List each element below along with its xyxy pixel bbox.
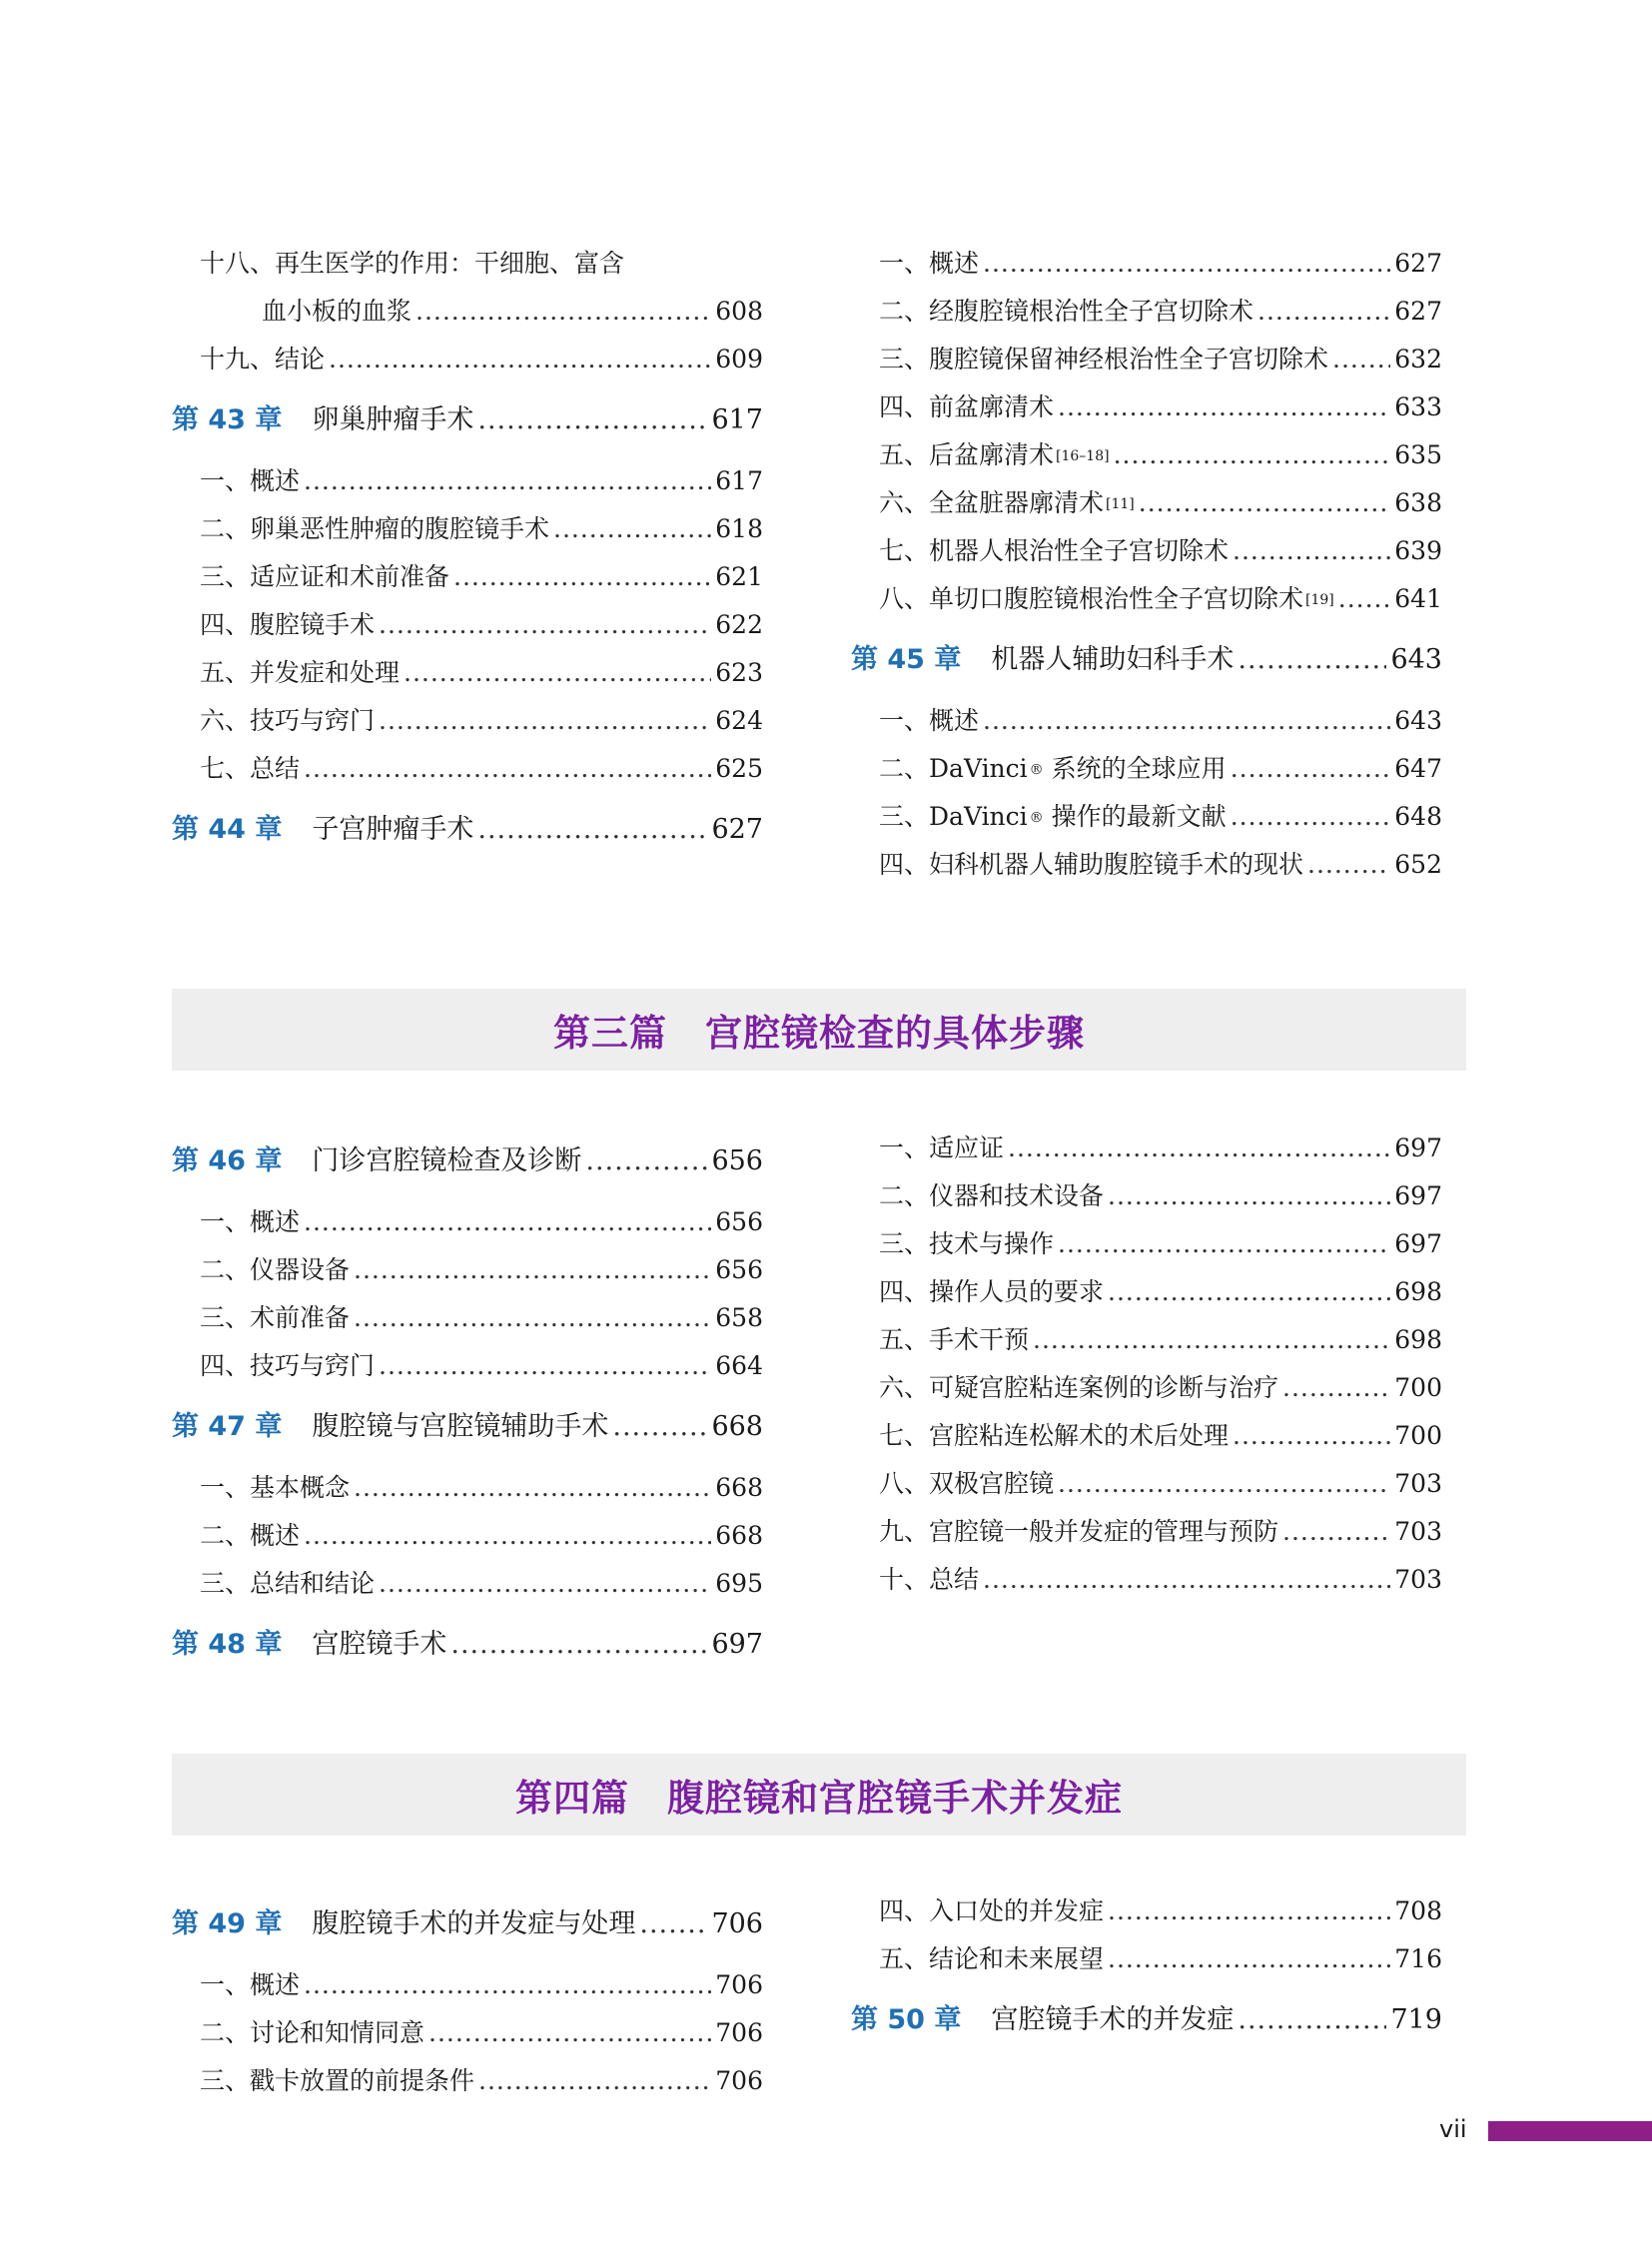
page-ref: 697	[1394, 1133, 1442, 1162]
page-ref: 708	[1394, 1896, 1442, 1925]
toc-entry	[851, 288, 1442, 336]
entry-title: 九、宫腔镜一般并发症的管理与预防	[879, 1517, 1279, 1546]
dot-leader	[983, 240, 1390, 288]
entry-title: 二、经腹腔镜根治性全子宫切除术	[879, 297, 1254, 326]
page-ref: 632	[1394, 345, 1442, 374]
toc-right-column-3	[851, 1887, 1442, 2057]
toc-entry: 五、后盆廓清术 [16–18] ..... 635	[851, 431, 1442, 479]
page-ref: 697	[1394, 1229, 1442, 1258]
entry-title: 三、技术与操作	[879, 1229, 1055, 1258]
dot-leader	[428, 2009, 711, 2057]
toc-right-column-1	[851, 240, 1442, 889]
toc-entry	[851, 841, 1442, 889]
toc-left-column-2	[172, 1124, 763, 1682]
entry-title: 八、双极宫腔镜	[879, 1469, 1055, 1498]
toc-left-column-3	[172, 1887, 763, 2105]
dot-leader	[1231, 745, 1391, 793]
part-title: 第三篇 宫腔镜检查的具体步骤	[553, 1012, 1085, 1055]
toc-entry	[851, 1268, 1442, 1316]
page-ref: 633	[1394, 392, 1442, 421]
chapter-number: 第 47 章	[172, 1411, 283, 1442]
dot-leader	[1139, 479, 1391, 527]
dot-leader	[1332, 336, 1390, 383]
page-ref: 647	[1394, 754, 1442, 783]
toc-entry	[172, 697, 763, 745]
toc-entry	[851, 697, 1442, 745]
dot-leader	[478, 2057, 711, 2105]
page-ref: 648	[1394, 802, 1442, 831]
dot-leader	[585, 1124, 707, 1198]
dot-leader	[304, 1198, 711, 1246]
entry-title: 八、单切口腹腔镜根治性全子宫切除术	[879, 584, 1304, 613]
page-number: vii	[1439, 2115, 1467, 2143]
entry-title: 宫腔镜手术的并发症	[991, 2004, 1235, 2035]
entry-title: 十九、结论	[200, 345, 326, 374]
page-ref: 623	[715, 658, 763, 687]
toc-chapter-entry	[851, 1983, 1442, 2057]
toc-chapter-entry	[172, 793, 763, 867]
dot-leader	[1108, 1172, 1390, 1220]
chapter-number: 第 48 章	[172, 1629, 283, 1660]
page-ref: 627	[711, 814, 763, 845]
toc-entry	[172, 457, 763, 505]
toc-entry	[172, 2057, 763, 2105]
page-ref: 706	[715, 2018, 763, 2047]
entry-title: 七、机器人根治性全子宫切除术	[879, 536, 1230, 565]
entry-title: 四、前盆廓清术	[879, 392, 1055, 421]
entry-title: 二、仪器和技术设备	[879, 1181, 1105, 1210]
toc-entry	[172, 1342, 763, 1390]
page-ref: 703	[1394, 1469, 1442, 1498]
entry-title: 二、概述	[200, 1521, 301, 1550]
toc-chapter-entry	[172, 1608, 763, 1682]
toc-entry	[172, 1198, 763, 1246]
page-ref: 641	[1394, 584, 1442, 613]
dot-leader	[379, 1342, 711, 1390]
footer-accent-bar	[1488, 2121, 1652, 2141]
entry-title: 三、DaVinci	[879, 802, 1028, 831]
page-ref: 703	[1394, 1517, 1442, 1546]
toc-entry	[172, 505, 763, 553]
dot-leader	[404, 649, 711, 697]
page-ref: 706	[711, 1908, 763, 1939]
toc-entry	[172, 1512, 763, 1560]
dot-leader	[415, 288, 711, 336]
toc-entry	[172, 553, 763, 601]
page-ref: 719	[1390, 2004, 1442, 2035]
dot-leader	[1238, 623, 1386, 697]
page-ref: 668	[715, 1473, 763, 1502]
page-ref: 668	[711, 1411, 763, 1442]
dot-leader	[304, 1512, 711, 1560]
dot-leader	[1058, 383, 1390, 431]
page-ref: 618	[715, 514, 763, 543]
page-ref: 716	[1394, 1944, 1442, 1973]
entry-title: 一、概述	[879, 249, 980, 278]
dot-leader	[612, 1390, 707, 1464]
entry-title: 四、妇科机器人辅助腹腔镜手术的现状	[879, 850, 1304, 879]
page-ref: 656	[711, 1145, 763, 1176]
toc-entry	[172, 1294, 763, 1342]
toc-entry	[851, 383, 1442, 431]
entry-title: 机器人辅助妇科手术	[991, 644, 1235, 675]
toc-chapter-entry	[172, 383, 763, 457]
page-ref: 635	[1394, 440, 1442, 469]
page-ref: 695	[715, 1569, 763, 1598]
toc-entry	[851, 1172, 1442, 1220]
entry-title: 一、概述	[879, 706, 980, 735]
dot-leader	[354, 1464, 711, 1512]
dot-leader	[1058, 1460, 1390, 1508]
page-ref: 652	[1394, 850, 1442, 879]
entry-title: 三、术前准备	[200, 1303, 351, 1332]
entry-title-continued: 操作的最新文献	[1051, 802, 1227, 831]
toc-right-column-2	[851, 1124, 1442, 1604]
toc-left-column-1	[172, 240, 763, 867]
dot-leader	[553, 505, 711, 553]
entry-title: 四、操作人员的要求	[879, 1277, 1105, 1306]
chapter-number: 第 45 章	[851, 644, 962, 675]
toc-entry: 二、DaVinci ® 系统的全球应用 ..... 647	[851, 745, 1442, 793]
entry-title: 四、入口处的并发症	[879, 1896, 1105, 1925]
toc-entry	[172, 240, 763, 288]
toc-chapter-entry	[851, 623, 1442, 697]
part-banner-3	[172, 989, 1466, 1071]
entry-title: 十八、再生医学的作用：干细胞、富含	[200, 249, 625, 278]
toc-entry	[851, 1316, 1442, 1364]
page-ref: 625	[715, 754, 763, 783]
entry-title: 七、总结	[200, 754, 301, 783]
entry-title: 五、后盆廓清术	[879, 440, 1055, 469]
toc-chapter-entry	[172, 1124, 763, 1198]
page-ref: 621	[715, 562, 763, 591]
chapter-number: 第 50 章	[851, 2004, 962, 2035]
entry-title: 二、讨论和知情同意	[200, 2018, 425, 2047]
part-title: 第四篇 腹腔镜和宫腔镜手术并发症	[515, 1777, 1123, 1820]
page-ref: 608	[715, 297, 763, 326]
dot-leader	[477, 793, 707, 867]
entry-title: 六、技巧与窍门	[200, 706, 376, 735]
page-ref: 703	[1394, 1565, 1442, 1594]
dot-leader	[304, 1961, 711, 2009]
dot-leader	[1282, 1364, 1390, 1412]
toc-entry: 八、单切口腹腔镜根治性全子宫切除术 [19] ..... 641	[851, 575, 1442, 623]
toc-entry	[172, 1961, 763, 2009]
page-ref: 697	[1394, 1181, 1442, 1210]
page-ref: 698	[1394, 1277, 1442, 1306]
page-ref: 668	[715, 1521, 763, 1550]
toc-entry	[851, 1935, 1442, 1983]
entry-title: 一、适应证	[879, 1133, 1005, 1162]
dot-leader	[639, 1887, 707, 1961]
page-ref: 700	[1394, 1421, 1442, 1450]
toc-chapter-entry	[172, 1887, 763, 1961]
page-ref: 643	[1390, 644, 1442, 675]
dot-leader	[1108, 1887, 1390, 1935]
toc-entry	[851, 1220, 1442, 1268]
entry-title: 子宫肿瘤手术	[312, 814, 474, 845]
chapter-number: 第 44 章	[172, 814, 283, 845]
dot-leader	[379, 697, 711, 745]
entry-title: 一、概述	[200, 1207, 301, 1236]
page-ref: 643	[1394, 706, 1442, 735]
toc-entry	[851, 1556, 1442, 1604]
entry-title: 三、适应证和术前准备	[200, 562, 450, 591]
dot-leader	[1238, 1983, 1386, 2057]
toc-entry	[172, 336, 763, 383]
dot-leader	[983, 1556, 1390, 1604]
dot-leader	[1033, 1316, 1390, 1364]
entry-title: 三、戳卡放置的前提条件	[200, 2066, 475, 2095]
dot-leader	[304, 457, 711, 505]
toc-entry: 六、全盆脏器廓清术 [11] ..... 638	[851, 479, 1442, 527]
page-ref: 639	[1394, 536, 1442, 565]
page-ref: 617	[711, 404, 763, 435]
toc-entry	[851, 336, 1442, 383]
toc-entry	[172, 1464, 763, 1512]
part-banner-4	[172, 1754, 1466, 1836]
entry-title: 三、腹腔镜保留神经根治性全子宫切除术	[879, 345, 1329, 374]
dot-leader	[329, 336, 711, 383]
page-ref: 627	[1394, 297, 1442, 326]
entry-title-continued: 系统的全球应用	[1051, 754, 1227, 783]
entry-title: 七、宫腔粘连松解术的术后处理	[879, 1421, 1230, 1450]
dot-leader	[1282, 1508, 1390, 1556]
page-ref: 638	[1394, 488, 1442, 517]
entry-title: 六、全盆脏器廓清术	[879, 488, 1105, 517]
dot-leader	[1257, 288, 1390, 336]
entry-title: 腹腔镜与宫腔镜辅助手术	[312, 1411, 609, 1442]
dot-leader	[354, 1246, 711, 1294]
page-ref: 622	[715, 610, 763, 639]
chapter-number: 第 43 章	[172, 404, 283, 435]
dot-leader	[1108, 1935, 1390, 1983]
entry-title: 卵巢肿瘤手术	[312, 404, 474, 435]
toc-chapter-entry	[172, 1390, 763, 1464]
toc-entry	[172, 601, 763, 649]
dot-leader	[477, 383, 707, 457]
toc-entry	[172, 1560, 763, 1608]
dot-leader	[379, 1560, 711, 1608]
page-ref: 609	[715, 345, 763, 374]
dot-leader	[453, 553, 711, 601]
toc-entry	[851, 240, 1442, 288]
toc-entry	[851, 1364, 1442, 1412]
toc-entry	[851, 1508, 1442, 1556]
entry-title: 一、概述	[200, 1970, 301, 1999]
toc-entry	[851, 527, 1442, 575]
chapter-number: 第 46 章	[172, 1145, 283, 1176]
toc-entry	[851, 1412, 1442, 1460]
dot-leader	[1231, 793, 1391, 841]
toc-entry	[172, 649, 763, 697]
page-ref: 664	[715, 1351, 763, 1380]
entry-title: 腹腔镜手术的并发症与处理	[312, 1908, 636, 1939]
dot-leader	[304, 745, 711, 793]
page-ref: 617	[715, 466, 763, 495]
page-ref: 624	[715, 706, 763, 735]
entry-title: 一、概述	[200, 466, 301, 495]
chapter-number: 第 49 章	[172, 1908, 283, 1939]
entry-title: 一、基本概念	[200, 1473, 351, 1502]
toc-entry	[172, 288, 763, 336]
page-ref: 698	[1394, 1325, 1442, 1354]
page-ref: 700	[1394, 1373, 1442, 1402]
toc-entry	[851, 1124, 1442, 1172]
dot-leader	[983, 697, 1390, 745]
entry-title: 血小板的血浆	[262, 297, 413, 326]
toc-entry	[172, 1246, 763, 1294]
dot-leader	[1058, 1220, 1390, 1268]
entry-title: 六、可疑宫腔粘连案例的诊断与治疗	[879, 1373, 1279, 1402]
toc-entry	[851, 1887, 1442, 1935]
toc-entry: 三、DaVinci ® 操作的最新文献 ..... 648	[851, 793, 1442, 841]
entry-title: 二、DaVinci	[879, 754, 1028, 783]
entry-title: 宫腔镜手术	[312, 1629, 447, 1660]
toc-entry	[172, 745, 763, 793]
page-ref: 706	[715, 2066, 763, 2095]
entry-title: 二、卵巢恶性肿瘤的腹腔镜手术	[200, 514, 550, 543]
entry-title: 五、并发症和处理	[200, 658, 401, 687]
entry-title: 四、腹腔镜手术	[200, 610, 376, 639]
dot-leader	[1338, 575, 1391, 623]
entry-title: 门诊宫腔镜检查及诊断	[312, 1145, 582, 1176]
entry-title: 四、技巧与窍门	[200, 1351, 376, 1380]
page-ref: 627	[1394, 249, 1442, 278]
dot-leader	[1114, 431, 1391, 479]
entry-title: 三、总结和结论	[200, 1569, 376, 1598]
toc-entry	[851, 1460, 1442, 1508]
dot-leader	[354, 1294, 711, 1342]
dot-leader	[379, 601, 711, 649]
dot-leader	[450, 1608, 707, 1682]
dot-leader	[1008, 1124, 1390, 1172]
dot-leader	[1307, 841, 1390, 889]
entry-title: 十、总结	[879, 1565, 980, 1594]
entry-title: 五、手术干预	[879, 1325, 1030, 1354]
dot-leader	[1233, 1412, 1390, 1460]
page-ref: 706	[715, 1970, 763, 1999]
page-ref: 697	[711, 1629, 763, 1660]
page-ref: 656	[715, 1207, 763, 1236]
page-ref: 658	[715, 1303, 763, 1332]
dot-leader	[1233, 527, 1390, 575]
page-ref: 656	[715, 1255, 763, 1284]
entry-title: 五、结论和未来展望	[879, 1944, 1105, 1973]
toc-entry	[172, 2009, 763, 2057]
dot-leader	[1108, 1268, 1390, 1316]
entry-title: 二、仪器设备	[200, 1255, 351, 1284]
